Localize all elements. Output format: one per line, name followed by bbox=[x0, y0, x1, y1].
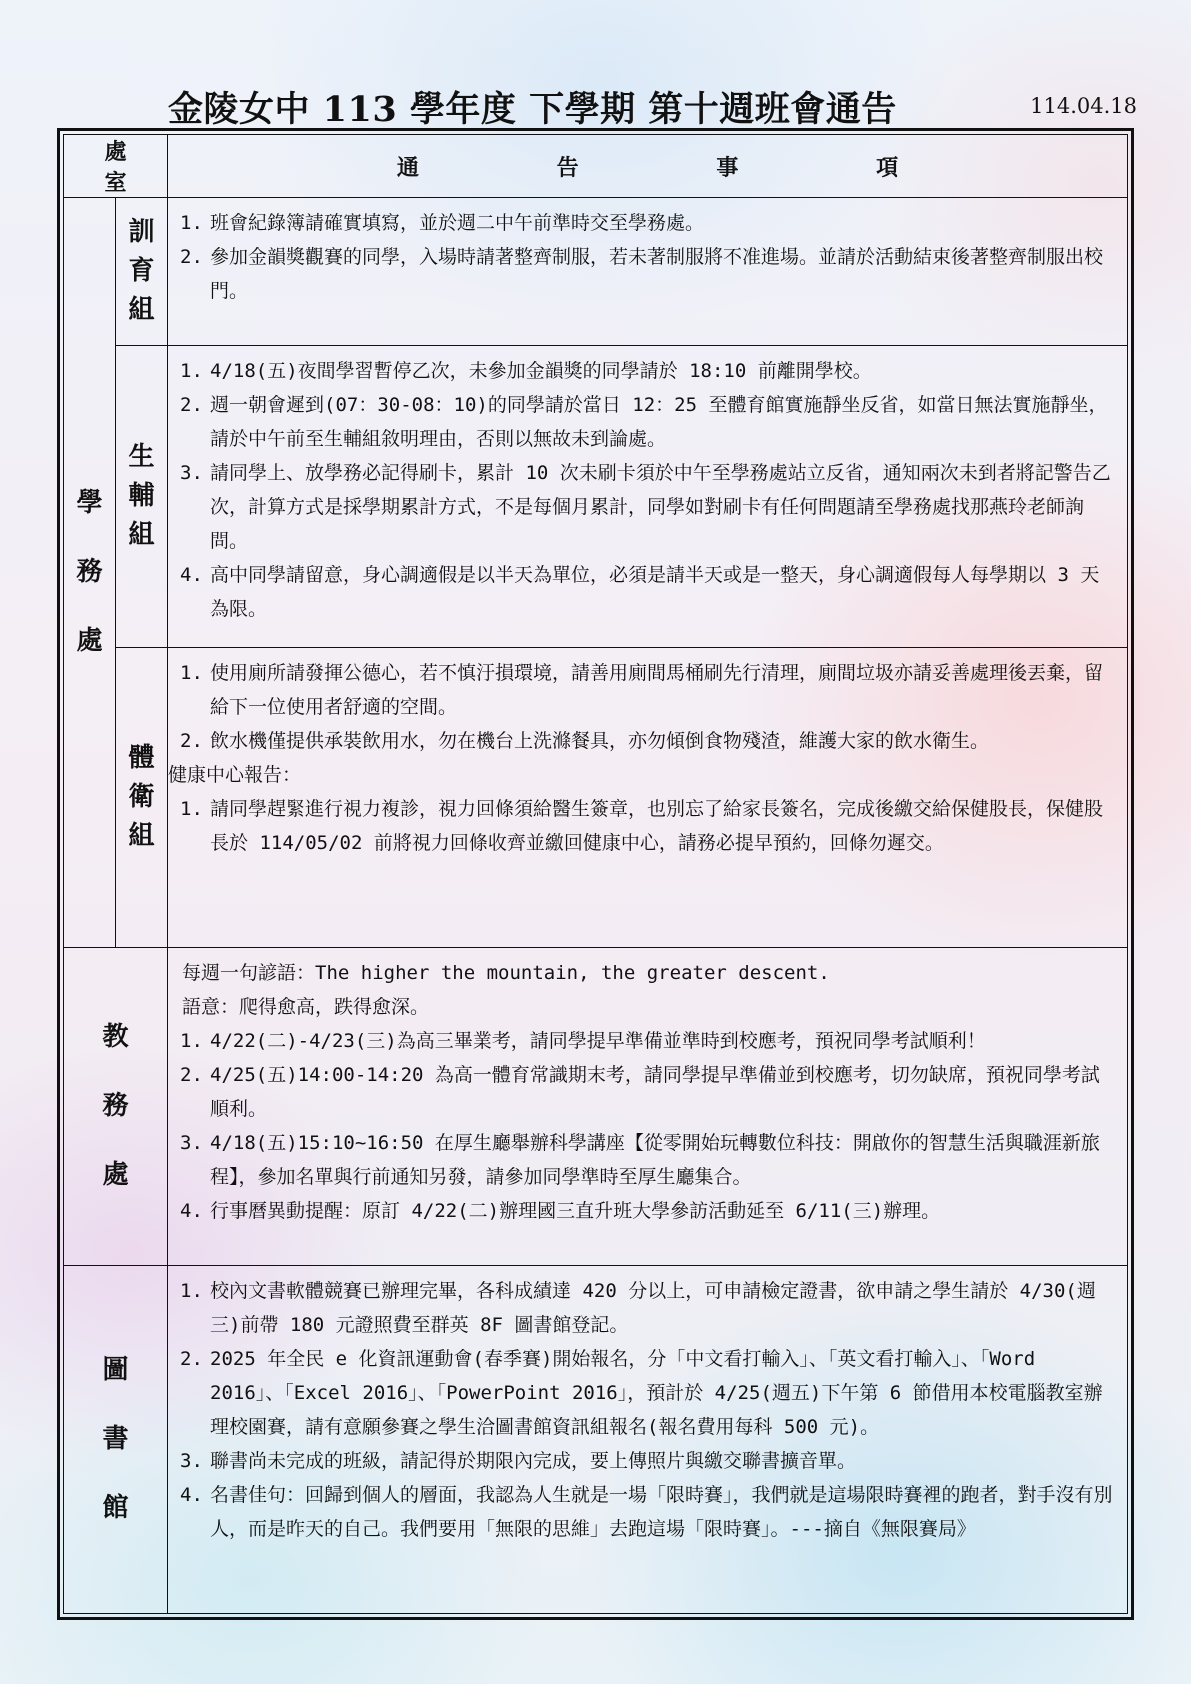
academic-content bbox=[168, 948, 1128, 1266]
notice-date: 114.04.18 bbox=[1030, 94, 1137, 118]
header-char: 項 bbox=[876, 154, 899, 181]
header-char: 事 bbox=[716, 154, 739, 181]
weekly-proverb: 每週一句諺語：The higher the mountain, the greater descent. bbox=[182, 962, 830, 984]
header bbox=[0, 82, 1191, 132]
section-counseling: 生 輔 組 bbox=[116, 346, 168, 648]
health-report-heading: 健康中心報告： bbox=[168, 764, 302, 786]
page-title: 金陵女中 113 學年度 下學期 第十週班會通告 bbox=[168, 89, 897, 130]
header-char: 通 bbox=[396, 154, 419, 181]
row-library bbox=[64, 1266, 1128, 1614]
section-training: 訓 育 組 bbox=[116, 198, 168, 346]
section-health: 體 衛 組 bbox=[116, 648, 168, 948]
counseling-content bbox=[168, 346, 1128, 648]
list-item: 1. 4/22(二)-4/23(三)為高三畢業考，請同學提早準備並準時到校應考，預祝同學考試順利！ bbox=[180, 1030, 986, 1052]
list-item: 3. 請同學上、放學務必記得刷卡，累計 10 次未刷卡須於中午至學務處站立反省，通知兩次未到者將記警告乙次，計算方式是採學期累計方式，不是每個月累計，同學如對刷卡有任何問題請至學務處找那燕玲老師詢問。 bbox=[180, 462, 1111, 552]
header-office: 處 室 bbox=[64, 135, 168, 198]
list-item: 2. 2025 年全民 e 化資訊運動會(春季賽)開始報名，分「中文看打輸入」、「英文看打輸入」、「Word 2016」、「Excel 2016」、「PowerPoint 2016」，預計於 4/25(週五)下午第 6 節借用本校電腦教室辦理校園賽，請有意願參賽之學生洽圖書館資訊組報名(報名費用每科 500 元)。 bbox=[180, 1348, 1103, 1438]
dept-library: 圖 書 館 bbox=[64, 1266, 168, 1614]
library-content bbox=[168, 1266, 1128, 1614]
proverb-meaning: 語意：爬得愈高，跌得愈深。 bbox=[182, 996, 430, 1018]
list-item: 1. 請同學趕緊進行視力複診，視力回條須給醫生簽章，也別忘了給家長簽名，完成後繳交給保健股長，保健股長於 114/05/02 前將視力回條收齊並繳回健康中心，請務必提早預約，回條勿遲交。 bbox=[180, 798, 1104, 854]
notice-table bbox=[63, 134, 1128, 1614]
row-health bbox=[64, 648, 1128, 948]
header-items bbox=[168, 135, 1128, 198]
list-item: 2. 週一朝會遲到(07：30-08：10)的同學請於當日 12：25 至體育館實施靜坐反省，如當日無法實施靜坐，請於中午前至生輔組敘明理由，否則以無故未到論處。 bbox=[180, 394, 1108, 450]
list-item: 1. 班會紀錄簿請確實填寫，並於週二中午前準時交至學務處。 bbox=[180, 212, 705, 234]
list-item: 4. 名書佳句：回歸到個人的層面，我認為人生就是一場「限時賽」，我們就是這場限時賽裡的跑者，對手沒有別人，而是昨天的自己。我們要用「無限的思維」去跑這場「限時賽」。---摘自《無限賽局》 bbox=[180, 1484, 1113, 1540]
notice-frame bbox=[57, 128, 1134, 1620]
list-item: 4. 高中同學請留意，身心調適假是以半天為單位，必須是請半天或是一整天，身心調適假每人每學期以 3 天為限。 bbox=[180, 564, 1100, 620]
training-content bbox=[168, 198, 1128, 346]
list-item: 2. 參加金韻獎觀賽的同學，入場時請著整齊制服，若未著制服將不准進場。並請於活動結束後著整齊制服出校門。 bbox=[180, 246, 1104, 302]
header-char: 告 bbox=[556, 154, 579, 181]
list-item: 2. 飲水機僅提供承裝飲用水，勿在機台上洗滌餐具，亦勿傾倒食物殘渣，維護大家的飲水衛生。 bbox=[180, 730, 990, 752]
list-item: 2. 4/25(五)14:00-14:20 為高一體育常識期末考，請同學提早準備並到校應考，切勿缺席，預祝同學考試順利。 bbox=[180, 1064, 1100, 1120]
row-counseling bbox=[64, 346, 1128, 648]
list-item: 3. 4/18(五)15:10~16:50 在厚生廳舉辦科學講座【從零開始玩轉數位科技：開啟你的智慧生活與職涯新旅程】，參加名單與行前通知另發，請參加同學準時至厚生廳集合。 bbox=[180, 1132, 1100, 1188]
list-item: 4. 行事曆異動提醒：原訂 4/22(二)辦理國三直升班大學參訪活動延至 6/11(三)辦理。 bbox=[180, 1200, 941, 1222]
dept-student-affairs: 學 務 處 bbox=[64, 198, 116, 948]
list-item: 3. 聯書尚未完成的班級，請記得於期限內完成，要上傳照片與繳交聯書擴音單。 bbox=[180, 1450, 857, 1472]
list-item: 1. 校內文書軟體競賽已辦理完畢，各科成績達 420 分以上，可申請檢定證書，欲申請之學生請於 4/30(週三)前帶 180 元證照費至群英 8F 圖書館登記。 bbox=[180, 1280, 1096, 1336]
list-item: 1. 4/18(五)夜間學習暫停乙次，未參加金韻獎的同學請於 18:10 前離開學校。 bbox=[180, 360, 872, 382]
health-content bbox=[168, 648, 1128, 948]
dept-academic-affairs: 教 務 處 bbox=[64, 948, 168, 1266]
table-header-row bbox=[64, 135, 1128, 198]
list-item: 1. 使用廁所請發揮公德心，若不慎汙損環境，請善用廁間馬桶刷先行清理，廁間垃圾亦請妥善處理後丟棄，留給下一位使用者舒適的空間。 bbox=[180, 662, 1104, 718]
row-training bbox=[64, 198, 1128, 346]
row-academic bbox=[64, 948, 1128, 1266]
